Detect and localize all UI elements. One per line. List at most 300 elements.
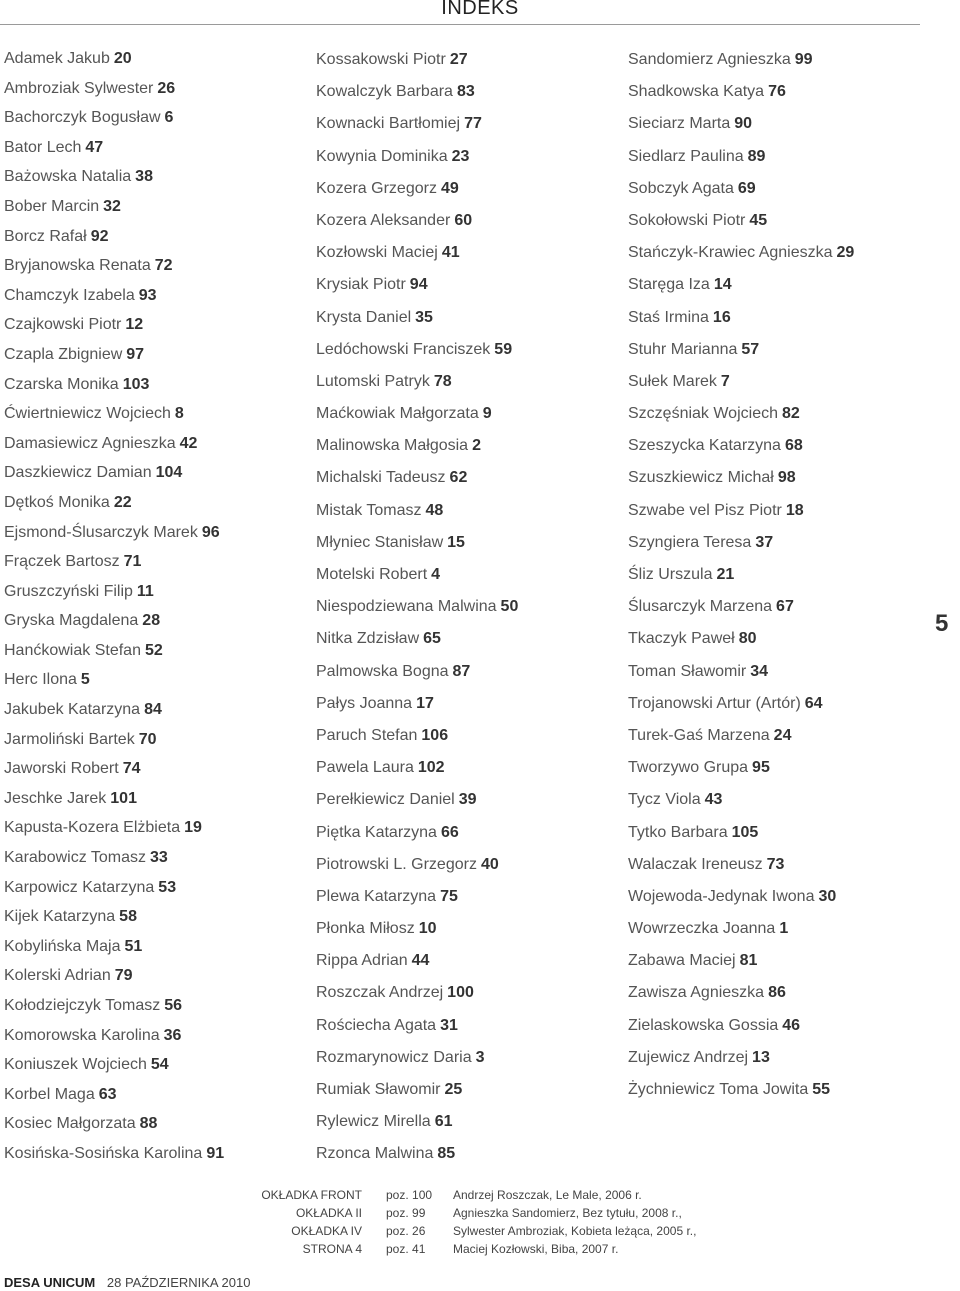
entry-name: Czarska Monika <box>4 375 119 393</box>
entry-lot-number: 80 <box>738 630 757 648</box>
index-entry <box>316 1010 616 1042</box>
entry-lot-number: 7 <box>720 372 730 390</box>
entry-name: Sieciarz Marta <box>628 115 731 133</box>
index-entry <box>4 636 304 666</box>
entry-lot-number: 30 <box>818 887 837 905</box>
index-entry <box>316 1138 616 1170</box>
index-entry <box>4 813 304 843</box>
entry-lot-number: 63 <box>98 1085 117 1103</box>
entry-name: Jeschke Jarek <box>4 789 107 807</box>
entry-lot-number: 17 <box>416 694 434 712</box>
entry-name: Piotrowski L. Grzegorz <box>316 855 477 873</box>
index-entry <box>4 133 304 163</box>
index-entry <box>628 44 948 76</box>
entry-name: Jarmoliński Bartek <box>4 730 135 748</box>
entry-name: Shadkowska Katya <box>628 83 765 101</box>
index-entry <box>628 527 948 559</box>
credit-label: OKŁADKA IV <box>291 1224 362 1238</box>
entry-lot-number: 86 <box>768 984 786 1002</box>
entry-name: Trojanowski Artur (Artór) <box>628 694 801 712</box>
entry-lot-number: 58 <box>119 908 137 926</box>
footer-brand: DESA UNICUM <box>4 1275 96 1290</box>
entry-lot-number: 32 <box>103 197 121 215</box>
index-entry <box>316 977 616 1009</box>
index-entry <box>628 817 948 849</box>
entry-lot-number: 48 <box>425 501 444 519</box>
index-entry <box>628 591 948 623</box>
entry-lot-number: 91 <box>206 1144 225 1162</box>
entry-name: Roszczak Andrzej <box>316 984 444 1002</box>
entry-lot-number: 103 <box>122 375 150 393</box>
entry-name: Frączek Bartosz <box>4 553 120 571</box>
entry-lot-number: 6 <box>164 109 174 127</box>
entry-name: Zawisza Agnieszka <box>628 984 765 1002</box>
index-entry <box>4 251 304 281</box>
index-entry <box>628 1010 948 1042</box>
index-entry <box>4 1080 304 1110</box>
index-entry <box>4 44 304 74</box>
entry-name: Motelski Robert <box>316 566 428 583</box>
entry-lot-number: 16 <box>712 308 731 326</box>
index-entry <box>628 688 948 720</box>
entry-lot-number: 33 <box>149 849 168 867</box>
entry-name: Kozera Aleksander <box>316 211 451 229</box>
entry-name: Chamczyk Izabela <box>4 286 135 304</box>
entry-lot-number: 85 <box>437 1145 456 1163</box>
entry-lot-number: 56 <box>164 997 183 1014</box>
index-entry <box>316 1106 616 1138</box>
index-entry <box>4 902 304 932</box>
entry-name: Kosiec Małgorzata <box>4 1115 136 1133</box>
entry-lot-number: 81 <box>739 952 758 970</box>
entry-name: Pawela Laura <box>316 759 414 777</box>
entry-name: Sułek Marek <box>628 372 717 390</box>
entry-name: Śliz Urszula <box>628 566 713 583</box>
index-entry <box>316 108 616 140</box>
entry-lot-number: 29 <box>836 244 855 262</box>
index-entry <box>4 192 304 222</box>
index-entry <box>316 269 616 301</box>
index-entry <box>316 527 616 559</box>
entry-lot-number: 83 <box>456 83 475 101</box>
entry-lot-number: 57 <box>741 340 760 358</box>
entry-name: Gruszczyński Filip <box>4 582 133 600</box>
entry-name: Stuhr Marianna <box>628 340 738 358</box>
entry-lot-number: 67 <box>776 598 794 616</box>
entry-name: Jaworski Robert <box>4 760 119 778</box>
page-title: INDEKS <box>441 0 519 19</box>
entry-lot-number: 1 <box>779 920 789 938</box>
index-entry <box>316 334 616 366</box>
entry-name: Perełkiewicz Daniel <box>316 791 455 809</box>
entry-lot-number: 78 <box>433 372 452 390</box>
entry-lot-number: 4 <box>431 566 441 583</box>
entry-lot-number: 42 <box>179 434 198 452</box>
entry-name: Hanćkowiak Stefan <box>4 641 141 659</box>
index-entry <box>4 784 304 814</box>
entry-name: Malinowska Małgosia <box>316 437 469 455</box>
index-entry <box>628 108 948 140</box>
entry-name: Żychniewicz Toma Jowita <box>628 1081 809 1098</box>
index-entry <box>316 720 616 752</box>
index-entry <box>4 370 304 400</box>
entry-name: Dętkoś Monika <box>4 493 110 511</box>
index-entry <box>4 429 304 459</box>
entry-lot-number: 82 <box>781 405 800 423</box>
index-column-2 <box>316 44 616 1171</box>
entry-name: Szeszycka Katarzyna <box>628 437 781 455</box>
index-entry <box>316 881 616 913</box>
index-entry <box>4 695 304 725</box>
entry-lot-number: 84 <box>144 701 162 719</box>
entry-name: Tkaczyk Paweł <box>628 630 735 648</box>
entry-name: Szczęśniak Wojciech <box>628 405 778 423</box>
entry-lot-number: 68 <box>784 437 803 455</box>
credit-lot: poz. 99 <box>386 1206 426 1220</box>
entry-lot-number: 41 <box>441 244 460 262</box>
entry-name: Rzonca Malwina <box>316 1145 434 1163</box>
credit-description: Andrzej Roszczak, Le Male, 2006 r. <box>453 1188 642 1202</box>
entry-lot-number: 66 <box>440 823 459 841</box>
index-entry <box>4 932 304 962</box>
footer-date: 28 PAŹDZIERNIKA 2010 <box>106 1275 251 1290</box>
entry-name: Kowalczyk Barbara <box>316 83 453 101</box>
entry-lot-number: 52 <box>144 641 163 659</box>
entry-name: Ambroziak Sylwester <box>4 79 154 97</box>
index-entry <box>628 784 948 816</box>
entry-lot-number: 98 <box>777 469 796 487</box>
entry-name: Zabawa Maciej <box>628 952 736 970</box>
entry-name: Kozłowski Maciej <box>316 244 438 262</box>
index-entry <box>628 302 948 334</box>
index-entry <box>4 754 304 784</box>
entry-name: Bażowska Natalia <box>4 168 132 186</box>
entry-lot-number: 47 <box>85 138 104 156</box>
index-entry <box>628 205 948 237</box>
index-entry <box>628 495 948 527</box>
entry-lot-number: 90 <box>734 115 753 133</box>
entry-name: Damasiewicz Agnieszka <box>4 434 176 452</box>
index-entry <box>4 488 304 518</box>
entry-lot-number: 11 <box>136 582 154 600</box>
entry-name: Tycz Viola <box>628 791 701 809</box>
index-entry <box>4 547 304 577</box>
entry-name: Rościecha Agata <box>316 1016 437 1034</box>
entry-lot-number: 13 <box>752 1048 770 1066</box>
index-entry <box>628 76 948 108</box>
entry-lot-number: 77 <box>464 115 482 133</box>
entry-lot-number: 59 <box>494 340 513 358</box>
entry-name: Kossakowski Piotr <box>316 51 446 68</box>
entry-lot-number: 79 <box>114 967 133 985</box>
entry-name: Karabowicz Tomasz <box>4 849 146 867</box>
entry-lot-number: 35 <box>415 308 433 326</box>
entry-name: Lutomski Patryk <box>316 372 430 390</box>
entry-name: Szwabe vel Pisz Piotr <box>628 501 782 519</box>
entry-lot-number: 12 <box>125 316 144 334</box>
entry-lot-number: 14 <box>713 276 732 294</box>
index-entry <box>4 340 304 370</box>
index-entry <box>628 977 948 1009</box>
index-entry <box>4 577 304 607</box>
entry-lot-number: 61 <box>434 1113 453 1131</box>
entry-name: Szyngiera Teresa <box>628 533 752 551</box>
credit-label: OKŁADKA FRONT <box>261 1188 362 1202</box>
entry-lot-number: 28 <box>142 612 161 630</box>
entry-lot-number: 92 <box>90 227 109 245</box>
entry-name: Sobczyk Agata <box>628 179 734 197</box>
index-entry <box>316 1074 616 1106</box>
entry-name: Herc Ilona <box>4 671 77 689</box>
entry-lot-number: 53 <box>158 878 177 896</box>
entry-name: Niespodziewana Malwina <box>316 598 497 616</box>
entry-name: Kownacki Bartłomiej <box>316 115 461 133</box>
entry-name: Nitka Zdzisław <box>316 630 420 648</box>
entry-name: Korbel Maga <box>4 1085 95 1103</box>
entry-lot-number: 27 <box>449 51 468 68</box>
entry-name: Maćkowiak Małgorzata <box>316 405 479 423</box>
entry-lot-number: 95 <box>752 759 770 777</box>
index-entry <box>316 76 616 108</box>
entry-lot-number: 96 <box>201 523 220 541</box>
index-column-3 <box>628 44 948 1106</box>
index-entry <box>4 458 304 488</box>
index-entry <box>316 1042 616 1074</box>
entry-name: Czajkowski Piotr <box>4 316 122 334</box>
entry-name: Komorowska Karolina <box>4 1026 160 1044</box>
index-entry <box>316 44 616 76</box>
credit-lot: poz. 41 <box>386 1242 426 1256</box>
credit-description: Sylwester Ambroziak, Kobieta leżąca, 2005 r., <box>453 1224 697 1238</box>
index-entry <box>4 725 304 755</box>
entry-lot-number: 106 <box>421 726 449 744</box>
entry-name: Jakubek Katarzyna <box>4 701 141 719</box>
entry-lot-number: 100 <box>447 984 474 1002</box>
entry-lot-number: 2 <box>472 437 481 455</box>
entry-lot-number: 45 <box>749 211 768 229</box>
entry-lot-number: 15 <box>447 533 465 551</box>
entry-name: Rippa Adrian <box>316 952 408 970</box>
credit-description: Maciej Kozłowski, Biba, 2007 r. <box>453 1242 619 1256</box>
entry-lot-number: 37 <box>755 533 774 551</box>
index-entry <box>628 881 948 913</box>
entry-lot-number: 39 <box>458 791 477 809</box>
index-entry <box>316 849 616 881</box>
entry-lot-number: 97 <box>126 345 145 363</box>
entry-name: Tytko Barbara <box>628 823 728 841</box>
index-entry <box>628 462 948 494</box>
index-entry <box>316 752 616 784</box>
index-entry <box>628 752 948 784</box>
entry-lot-number: 3 <box>475 1048 485 1066</box>
index-entry <box>628 366 948 398</box>
header-divider <box>0 24 920 25</box>
entry-lot-number: 51 <box>124 937 143 955</box>
entry-name: Piętka Katarzyna <box>316 823 437 841</box>
index-entry <box>316 945 616 977</box>
entry-lot-number: 24 <box>773 726 792 744</box>
entry-name: Siedlarz Paulina <box>628 147 744 165</box>
index-entry <box>316 366 616 398</box>
index-entry <box>628 237 948 269</box>
entry-lot-number: 25 <box>444 1081 463 1098</box>
index-entry <box>4 74 304 104</box>
entry-name: Kozera Grzegorz <box>316 179 437 197</box>
index-entry <box>4 310 304 340</box>
index-column-1 <box>4 44 304 1169</box>
entry-name: Bator Lech <box>4 138 82 156</box>
index-entry <box>628 1074 948 1106</box>
entry-lot-number: 36 <box>163 1026 182 1044</box>
entry-name: Paruch Stefan <box>316 726 418 744</box>
credit-lot: poz. 26 <box>386 1224 426 1238</box>
entry-lot-number: 46 <box>782 1016 801 1034</box>
entry-lot-number: 31 <box>440 1016 458 1034</box>
entry-name: Wojewoda-Jedynak Iwona <box>628 887 815 905</box>
index-entry <box>4 281 304 311</box>
entry-lot-number: 70 <box>138 730 157 748</box>
entry-lot-number: 44 <box>411 952 430 970</box>
entry-name: Tworzywo Grupa <box>628 759 749 777</box>
entry-lot-number: 50 <box>500 598 519 616</box>
credit-label: OKŁADKA II <box>295 1206 362 1220</box>
entry-lot-number: 89 <box>747 147 766 165</box>
entry-name: Toman Sławomir <box>628 662 747 680</box>
entry-name: Sokołowski Piotr <box>628 211 746 229</box>
entry-lot-number: 104 <box>155 464 183 482</box>
entry-lot-number: 76 <box>768 83 786 101</box>
entry-name: Pałys Joanna <box>316 694 413 712</box>
index-entry <box>316 913 616 945</box>
entry-lot-number: 38 <box>135 168 153 186</box>
entry-name: Szuszkiewicz Michał <box>628 469 774 487</box>
footer <box>4 1275 250 1290</box>
index-entry <box>4 606 304 636</box>
index-entry <box>4 843 304 873</box>
entry-name: Bryjanowska Renata <box>4 257 151 275</box>
entry-name: Borcz Rafał <box>4 227 87 245</box>
entry-lot-number: 10 <box>418 920 437 938</box>
index-entry <box>4 399 304 429</box>
index-entry <box>316 398 616 430</box>
entry-name: Staś Irmina <box>628 308 709 326</box>
entry-name: Krysta Daniel <box>316 308 412 326</box>
entry-name: Kapusta-Kozera Elżbieta <box>4 819 181 837</box>
index-entry <box>4 103 304 133</box>
index-entry <box>316 141 616 173</box>
index-entry <box>4 961 304 991</box>
index-entry <box>628 913 948 945</box>
entry-lot-number: 34 <box>750 662 769 680</box>
entry-name: Plewa Katarzyna <box>316 887 437 905</box>
credit-lot: poz. 100 <box>386 1188 433 1202</box>
entry-lot-number: 65 <box>423 630 441 648</box>
index-entry <box>316 462 616 494</box>
index-entry <box>316 784 616 816</box>
entry-name: Adamek Jakub <box>4 50 110 67</box>
index-entry <box>316 623 616 655</box>
credit-description: Agnieszka Sandomierz, Bez tytułu, 2008 r., <box>453 1206 682 1220</box>
entry-lot-number: 102 <box>417 759 445 777</box>
index-entry <box>628 559 948 591</box>
entry-name: Mistak Tomasz <box>316 501 422 519</box>
entry-name: Czapla Zbigniew <box>4 345 123 363</box>
index-entry <box>316 495 616 527</box>
entry-name: Rumiak Sławomir <box>316 1081 441 1098</box>
entry-name: Kijek Katarzyna <box>4 908 116 926</box>
entry-name: Sandomierz Agnieszka <box>628 51 791 68</box>
entry-lot-number: 23 <box>451 147 470 165</box>
credit-label: STRONA 4 <box>302 1242 362 1256</box>
entry-lot-number: 40 <box>480 855 499 873</box>
entry-lot-number: 74 <box>122 760 141 778</box>
index-entry <box>316 173 616 205</box>
entry-lot-number: 62 <box>449 469 468 487</box>
entry-name: Stańczyk-Krawiec Agnieszka <box>628 244 833 262</box>
entry-lot-number: 69 <box>737 179 756 197</box>
index-entry <box>316 302 616 334</box>
entry-lot-number: 19 <box>184 819 202 837</box>
entry-lot-number: 49 <box>440 179 459 197</box>
index-entry <box>316 237 616 269</box>
entry-name: Ledóchowski Franciszek <box>316 340 491 358</box>
entry-lot-number: 71 <box>123 553 142 571</box>
entry-name: Zielaskowska Gossia <box>628 1016 779 1034</box>
entry-lot-number: 20 <box>113 50 132 67</box>
index-entry <box>4 873 304 903</box>
entry-name: Karpowicz Katarzyna <box>4 878 155 896</box>
index-entry <box>316 205 616 237</box>
entry-name: Kowynia Dominika <box>316 147 448 165</box>
entry-lot-number: 60 <box>454 211 473 229</box>
entry-lot-number: 101 <box>110 789 137 807</box>
entry-lot-number: 9 <box>482 405 492 423</box>
index-entry <box>628 849 948 881</box>
entry-name: Rozmarynowicz Daria <box>316 1048 472 1066</box>
entry-name: Wowrzeczka Joanna <box>628 920 776 938</box>
entry-lot-number: 88 <box>139 1115 158 1133</box>
index-entry <box>4 1050 304 1080</box>
entry-name: Kolerski Adrian <box>4 967 111 985</box>
index-entry <box>316 656 616 688</box>
index-entry <box>316 817 616 849</box>
index-entry <box>4 1139 304 1169</box>
entry-lot-number: 18 <box>785 501 804 519</box>
index-entry <box>628 269 948 301</box>
entry-name: Bachorczyk Bogusław <box>4 109 161 127</box>
entry-lot-number: 55 <box>812 1081 831 1098</box>
entry-lot-number: 93 <box>138 286 157 304</box>
index-entry <box>4 991 304 1021</box>
index-entry <box>316 430 616 462</box>
entry-name: Krysiak Piotr <box>316 276 406 294</box>
index-entry <box>628 430 948 462</box>
index-entry <box>316 688 616 720</box>
index-entry <box>628 334 948 366</box>
entry-lot-number: 87 <box>452 662 471 680</box>
index-entry <box>628 656 948 688</box>
entry-name: Kołodziejczyk Tomasz <box>4 997 161 1014</box>
entry-lot-number: 73 <box>766 855 785 873</box>
index-entry <box>4 518 304 548</box>
entry-name: Ejsmond-Ślusarczyk Marek <box>4 523 198 541</box>
index-entry <box>628 398 948 430</box>
index-entry <box>316 591 616 623</box>
entry-name: Daszkiewicz Damian <box>4 464 152 482</box>
entry-name: Kobylińska Maja <box>4 937 121 955</box>
index-entry <box>4 1109 304 1139</box>
index-entry <box>4 1021 304 1051</box>
